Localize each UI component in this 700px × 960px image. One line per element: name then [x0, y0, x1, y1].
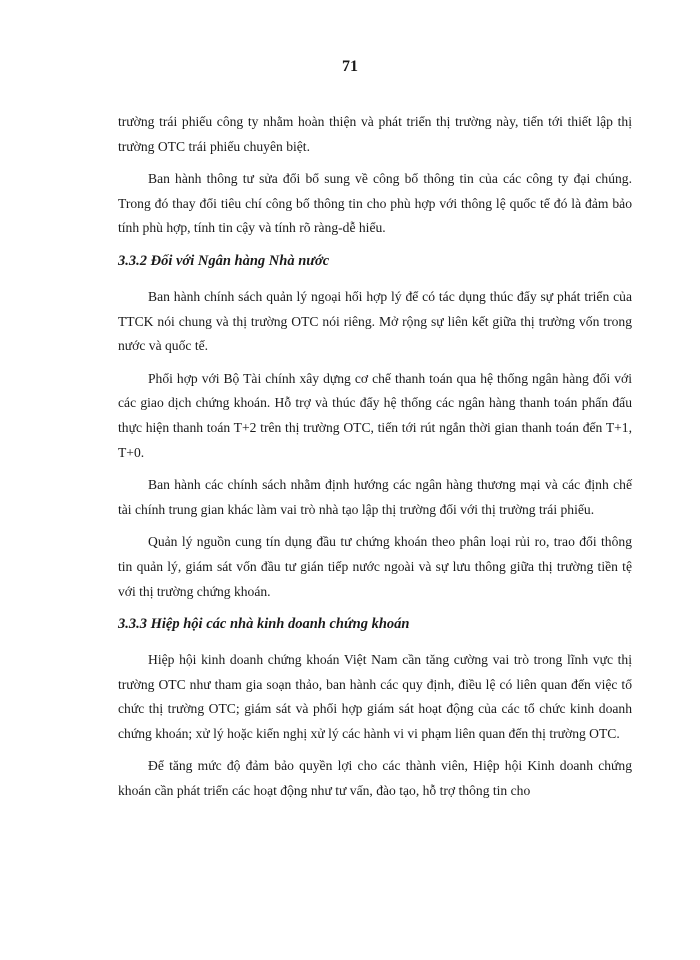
paragraph: Ban hành thông tư sửa đổi bổ sung về công bố thông tin của các công ty đại chúng. Trong đó thay đổi tiêu chí công bố thông tin cho phù hợp với thông lệ quốc tế đó là đảm bảo tính phù hợp, tính tin cậy và tính rõ ràng-dễ hiểu.: [118, 171, 632, 236]
page-number: 71: [342, 58, 358, 75]
paragraph: Ban hành các chính sách nhằm định hướng các ngân hàng thương mại và các định chế tài chính trung gian khác làm vai trò nhà tạo lập thị trường đối với thị trường trái phiếu.: [118, 477, 632, 517]
paragraph: Ban hành chính sách quản lý ngoại hối hợp lý để có tác dụng thúc đẩy sự phát triển của TTCK nói chung và thị trường OTC nói riêng. Mở rộng sự liên kết giữa thị trường vốn trong nước và quốc tế.: [118, 288, 632, 354]
paragraph: Phối hợp với Bộ Tài chính xây dựng cơ chế thanh toán qua hệ thống ngân hàng đối với các giao dịch chứng khoán. Hỗ trợ và thúc đẩy hệ thống các ngân hàng thanh toán phấn đấu thực hiện thanh toán T+2 trên thị trường OTC, tiến tới rút ngắn thời gian thanh toán đến T+1, T+0.: [118, 370, 632, 460]
paragraph: Để tăng mức độ đảm bảo quyền lợi cho các thành viên, Hiệp hội Kinh doanh chứng khoán cần phát triển các hoạt động như tư vấn, đào tạo, hỗ trợ thông tin cho: [118, 758, 632, 799]
page-content: [118, 110, 632, 812]
paragraph: Hiệp hội kinh doanh chứng khoán Việt Nam cần tăng cường vai trò trong lĩnh vực thị trường OTC như tham gia soạn thảo, ban hành các quy định, điều lệ có liên quan đến việc tổ chức thị trường OTC; giám sát và phối hợp giám sát hoạt động của các tổ chức kinh doanh chứng khoán; xử lý hoặc kiến nghị xử lý các hành vi vi phạm liên quan đến thị trường OTC.: [118, 652, 632, 741]
section-heading-3-3-3: 3.3.3 Hiệp hội các nhà kinh doanh chứng khoán: [118, 616, 410, 633]
paragraph-continued: trường trái phiếu công ty nhằm hoàn thiện và phát triển thị trường này, tiến tới thiết lập thị trường OTC trái phiếu chuyên biệt.: [118, 114, 632, 154]
section-heading-3-3-2: 3.3.2 Đối với Ngân hàng Nhà nước: [118, 252, 330, 269]
paragraph: Quản lý nguồn cung tín dụng đầu tư chứng khoán theo phân loại rủi ro, trao đổi thông tin quản lý, giám sát vốn đầu tư gián tiếp nước ngoài và sự lưu thông giữa thị trường tiền tệ với thị trường chứng khoán.: [118, 534, 632, 599]
